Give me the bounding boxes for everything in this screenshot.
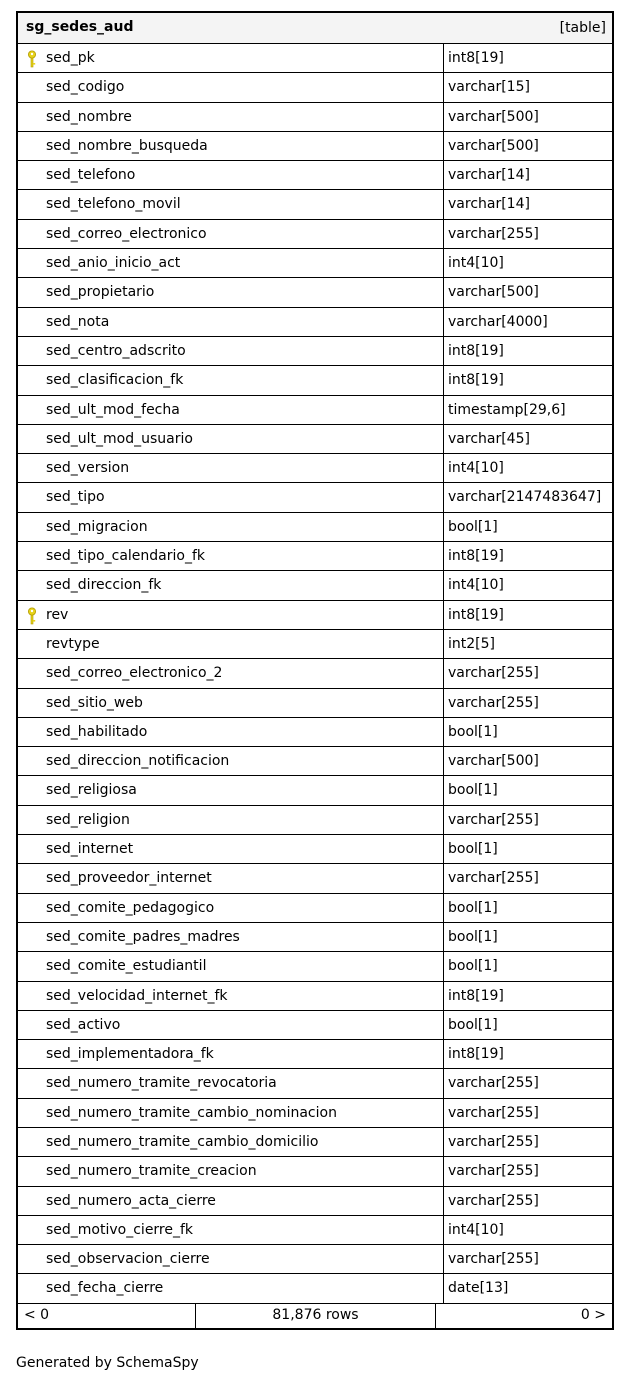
- column-name: sed_numero_tramite_cambio_nominacion: [46, 1104, 337, 1121]
- column-name-cell: [18, 923, 444, 951]
- column-name-cell: [18, 1040, 444, 1068]
- column-name-cell: [18, 1187, 444, 1215]
- column-type: varchar[255]: [448, 811, 539, 828]
- column-type: bool[1]: [448, 928, 498, 945]
- column-type: varchar[255]: [448, 870, 539, 887]
- column-list: [18, 44, 612, 1303]
- column-type: varchar[255]: [448, 1163, 539, 1180]
- column-row[interactable]: [18, 1039, 612, 1068]
- column-name: revtype: [46, 635, 100, 652]
- column-type: varchar[500]: [448, 753, 539, 770]
- column-name: sed_observacion_cierre: [46, 1251, 210, 1268]
- column-row[interactable]: [18, 717, 612, 746]
- column-name-cell: [18, 1099, 444, 1127]
- column-row[interactable]: [18, 922, 612, 951]
- column-type: varchar[500]: [448, 137, 539, 154]
- column-name: sed_tipo_calendario_fk: [46, 548, 205, 565]
- column-row[interactable]: [18, 629, 612, 658]
- column-name-cell: [18, 1069, 444, 1097]
- column-name-cell: [18, 249, 444, 277]
- column-type: int2[5]: [448, 635, 495, 652]
- column-name-cell: [18, 689, 444, 717]
- column-name-cell: [18, 630, 444, 658]
- column-type: varchar[14]: [448, 196, 530, 213]
- column-type: int8[19]: [448, 548, 504, 565]
- column-row[interactable]: [18, 189, 612, 218]
- column-name-cell: [18, 132, 444, 160]
- primary-key-icon: [26, 50, 38, 68]
- column-name: sed_clasificacion_fk: [46, 372, 184, 389]
- column-type: int8[19]: [448, 50, 504, 66]
- column-row[interactable]: [18, 336, 612, 365]
- column-row[interactable]: [18, 424, 612, 453]
- column-name: sed_activo: [46, 1016, 121, 1033]
- column-row[interactable]: [18, 365, 612, 394]
- column-row[interactable]: [18, 805, 612, 834]
- column-name-cell: [18, 718, 444, 746]
- children-count[interactable]: 0 >: [580, 1306, 606, 1323]
- column-name: sed_ult_mod_fecha: [46, 401, 180, 418]
- column-name-cell: [18, 44, 444, 72]
- column-type: varchar[255]: [448, 225, 539, 242]
- column-name-cell: [18, 659, 444, 687]
- column-type: varchar[255]: [448, 1251, 539, 1268]
- column-name-cell: [18, 952, 444, 980]
- column-row[interactable]: [18, 1244, 612, 1273]
- column-name-cell: [18, 601, 444, 629]
- column-name: sed_ult_mod_usuario: [46, 430, 193, 447]
- column-type: int4[10]: [448, 255, 504, 272]
- column-name: sed_numero_tramite_creacion: [46, 1163, 257, 1180]
- column-type: int8[19]: [448, 342, 504, 359]
- column-type: bool[1]: [448, 841, 498, 858]
- column-name-cell: [18, 1157, 444, 1185]
- column-type: varchar[255]: [448, 1192, 539, 1209]
- column-row[interactable]: [18, 688, 612, 717]
- column-type: int4[10]: [448, 1221, 504, 1238]
- column-name: sed_version: [46, 460, 130, 477]
- column-row[interactable]: [18, 219, 612, 248]
- column-row[interactable]: [18, 1010, 612, 1039]
- column-name-cell: [18, 982, 444, 1010]
- column-type: bool[1]: [448, 518, 498, 535]
- column-row[interactable]: [18, 1127, 612, 1156]
- column-name-cell: [18, 278, 444, 306]
- column-name-cell: [18, 220, 444, 248]
- column-name-cell: [18, 776, 444, 804]
- column-name: sed_fecha_cierre: [46, 1280, 164, 1297]
- column-row[interactable]: [18, 863, 612, 892]
- column-name: sed_correo_electronico_2: [46, 665, 223, 682]
- column-row[interactable]: [18, 160, 612, 189]
- column-row[interactable]: [18, 248, 612, 277]
- column-name: sed_codigo: [46, 79, 125, 96]
- column-row[interactable]: [18, 512, 612, 541]
- column-type: bool[1]: [448, 958, 498, 975]
- column-name-cell: [18, 337, 444, 365]
- column-name: sed_tipo: [46, 489, 105, 506]
- column-name: sed_nota: [46, 313, 110, 330]
- column-name-cell: [18, 806, 444, 834]
- column-name: sed_direccion_fk: [46, 577, 162, 594]
- column-name-cell: [18, 454, 444, 482]
- column-name-cell: [18, 73, 444, 101]
- column-row[interactable]: [18, 1186, 612, 1215]
- column-row[interactable]: [18, 1215, 612, 1244]
- column-name: sed_correo_electronico: [46, 225, 207, 242]
- column-row[interactable]: [18, 951, 612, 980]
- column-type: int8[19]: [448, 606, 504, 623]
- column-row[interactable]: [18, 1068, 612, 1097]
- column-name: sed_religion: [46, 811, 130, 828]
- column-type: varchar[255]: [448, 1133, 539, 1150]
- column-type: varchar[255]: [448, 1104, 539, 1121]
- column-name-cell: [18, 1216, 444, 1244]
- column-row[interactable]: [18, 102, 612, 131]
- column-type: varchar[255]: [448, 665, 539, 682]
- column-row[interactable]: [18, 834, 612, 863]
- column-row[interactable]: [18, 600, 612, 629]
- column-row[interactable]: [18, 541, 612, 570]
- column-name-cell: [18, 396, 444, 424]
- column-name-cell: [18, 1011, 444, 1039]
- column-row[interactable]: [18, 981, 612, 1010]
- column-name: sed_nombre: [46, 108, 132, 125]
- column-type: int4[10]: [448, 577, 504, 594]
- column-row[interactable]: [18, 307, 612, 336]
- column-name-cell: [18, 425, 444, 453]
- column-type: varchar[255]: [448, 694, 539, 711]
- column-row[interactable]: [18, 72, 612, 101]
- column-type: int8[19]: [448, 1046, 504, 1063]
- column-row[interactable]: [18, 775, 612, 804]
- table-header: [18, 13, 612, 44]
- parents-count[interactable]: < 0: [18, 1304, 196, 1328]
- column-row[interactable]: [18, 893, 612, 922]
- table-node[interactable]: [16, 11, 614, 1330]
- column-name: sed_sitio_web: [46, 694, 143, 711]
- column-type: varchar[4000]: [448, 313, 548, 330]
- column-type: varchar[45]: [448, 430, 530, 447]
- column-row[interactable]: [18, 570, 612, 599]
- column-type: int8[19]: [448, 372, 504, 389]
- generated-by-note: Generated by SchemaSpy: [16, 1355, 199, 1371]
- column-name: sed_comite_estudiantil: [46, 958, 207, 975]
- column-name: sed_numero_tramite_cambio_domicilio: [46, 1133, 319, 1150]
- column-type: timestamp[29,6]: [448, 401, 566, 418]
- column-name-cell: [18, 513, 444, 541]
- column-type: bool[1]: [448, 782, 498, 799]
- column-name: rev: [46, 606, 69, 623]
- column-type: varchar[15]: [448, 79, 530, 96]
- column-name: sed_telefono_movil: [46, 196, 181, 213]
- column-name-cell: [18, 1128, 444, 1156]
- column-type: bool[1]: [448, 899, 498, 916]
- column-type: date[13]: [448, 1280, 509, 1297]
- column-name: sed_anio_inicio_act: [46, 255, 181, 272]
- column-name: sed_nombre_busqueda: [46, 137, 208, 154]
- column-type: varchar[14]: [448, 167, 530, 184]
- column-type: int8[19]: [448, 987, 504, 1004]
- column-row[interactable]: [18, 658, 612, 687]
- primary-key-icon: [26, 607, 38, 625]
- column-name: sed_habilitado: [46, 723, 148, 740]
- column-type: varchar[500]: [448, 108, 539, 125]
- column-name: sed_pk: [46, 50, 95, 66]
- column-name: sed_religiosa: [46, 782, 137, 799]
- column-name-cell: [18, 366, 444, 394]
- column-name-cell: [18, 103, 444, 131]
- column-name: sed_direccion_notificacion: [46, 753, 230, 770]
- column-name-cell: [18, 1274, 444, 1302]
- column-name: sed_internet: [46, 841, 134, 858]
- column-name: sed_numero_acta_cierre: [46, 1192, 216, 1209]
- column-type: int4[10]: [448, 460, 504, 477]
- column-name: sed_telefono: [46, 167, 136, 184]
- column-name: sed_motivo_cierre_fk: [46, 1221, 194, 1238]
- column-name: sed_proveedor_internet: [46, 870, 212, 887]
- column-name-cell: [18, 190, 444, 218]
- column-name: sed_comite_padres_madres: [46, 928, 240, 945]
- column-name-cell: [18, 864, 444, 892]
- column-name: sed_numero_tramite_revocatoria: [46, 1075, 277, 1092]
- column-row[interactable]: [18, 131, 612, 160]
- column-name-cell: [18, 835, 444, 863]
- table-name[interactable]: sg_sedes_aud: [26, 19, 134, 35]
- column-type: bool[1]: [448, 1016, 498, 1033]
- column-name-cell: [18, 483, 444, 511]
- column-row[interactable]: [18, 277, 612, 306]
- column-name-cell: [18, 161, 444, 189]
- column-row[interactable]: [18, 395, 612, 424]
- column-type: bool[1]: [448, 723, 498, 740]
- table-kind-label: [table]: [559, 20, 606, 36]
- column-name: sed_implementadora_fk: [46, 1046, 214, 1063]
- column-name-cell: [18, 542, 444, 570]
- column-name: sed_velocidad_internet_fk: [46, 987, 228, 1004]
- column-name-cell: [18, 894, 444, 922]
- column-type: varchar[255]: [448, 1075, 539, 1092]
- column-row[interactable]: [18, 482, 612, 511]
- column-type: varchar[2147483647]: [448, 489, 602, 506]
- column-row[interactable]: [18, 453, 612, 482]
- row-count: 81,876 rows: [196, 1304, 436, 1328]
- column-name: sed_propietario: [46, 284, 155, 301]
- column-row[interactable]: [18, 44, 612, 72]
- column-name-cell: [18, 1245, 444, 1273]
- column-name-cell: [18, 571, 444, 599]
- column-type: varchar[500]: [448, 284, 539, 301]
- column-row[interactable]: [18, 1156, 612, 1185]
- table-footer: [18, 1303, 612, 1328]
- column-name: sed_migracion: [46, 518, 148, 535]
- column-name-cell: [18, 308, 444, 336]
- column-row[interactable]: [18, 1273, 612, 1302]
- column-name: sed_centro_adscrito: [46, 342, 186, 359]
- column-name: sed_comite_pedagogico: [46, 899, 215, 916]
- column-row[interactable]: [18, 746, 612, 775]
- column-name-cell: [18, 747, 444, 775]
- column-row[interactable]: [18, 1098, 612, 1127]
